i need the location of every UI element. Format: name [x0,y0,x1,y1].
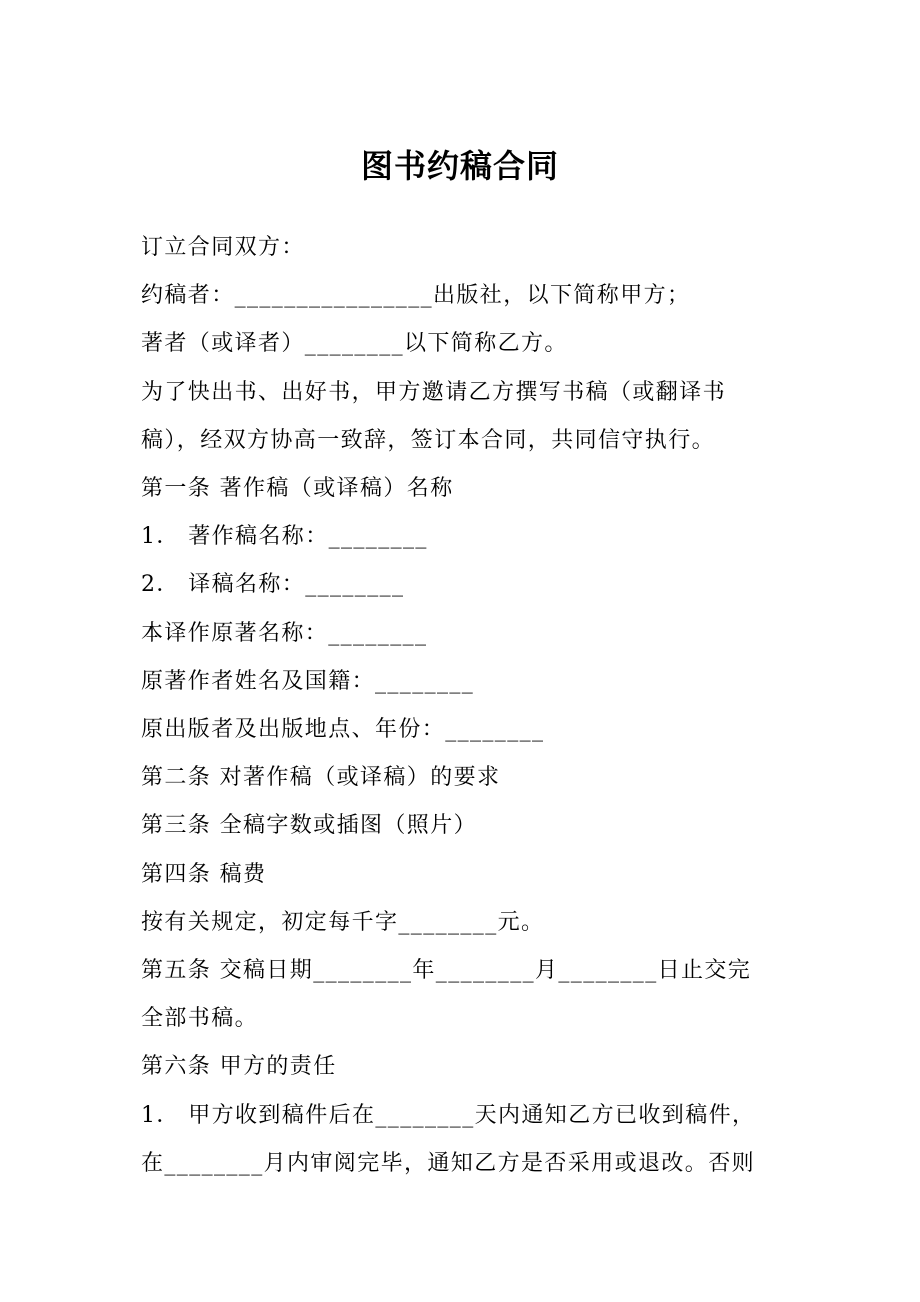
line-preamble-2: 稿），经双方协高一致辞，签订本合同，共同信守执行。 [141,427,716,453]
line-parties-heading: 订立合同双方： [141,235,305,260]
line-original-publisher: 原出版者及出版地点、年份：________ [141,717,545,743]
document-body [141,224,791,1188]
article-6-heading: 第六条 甲方的责任 [141,1054,337,1080]
line-party-a: 约稿者：________________出版社，以下简称甲方； [141,283,691,309]
line-original-author: 原著作者姓名及国籍：________ [141,668,475,694]
line-work-title: 1． 著作稿名称：________ [141,524,428,550]
article-5-line-2: 全部书稿。 [141,1006,259,1032]
line-original-title: 本译作原著名称：________ [141,620,428,646]
document-title: 图书约稿合同 [360,147,559,185]
line-party-b: 著者（或译者）________以下简称乙方。 [141,331,568,357]
article-5-line-1: 第五条 交稿日期________年________月________日止交完 [141,958,752,984]
article-3-heading: 第三条 全稿字数或插图（照片） [141,813,477,839]
article-4-heading: 第四条 稿费 [141,861,267,887]
article-6-item-1-line-2: 在________月内审阅完毕，通知乙方是否采用或退改。否则 [141,1150,756,1176]
line-fee-rate: 按有关规定，初定每千字________元。 [141,909,545,935]
line-preamble-1: 为了快出书、出好书，甲方邀请乙方撰写书稿（或翻译书 [141,379,727,405]
article-2-heading: 第二条 对著作稿（或译稿）的要求 [141,765,501,791]
line-translation-title: 2． 译稿名称：________ [141,572,405,598]
article-1-heading: 第一条 著作稿（或译稿）名称 [141,476,454,502]
article-6-item-1-line-1: 1． 甲方收到稿件后在________天内通知乙方已收到稿件， [141,1102,756,1128]
